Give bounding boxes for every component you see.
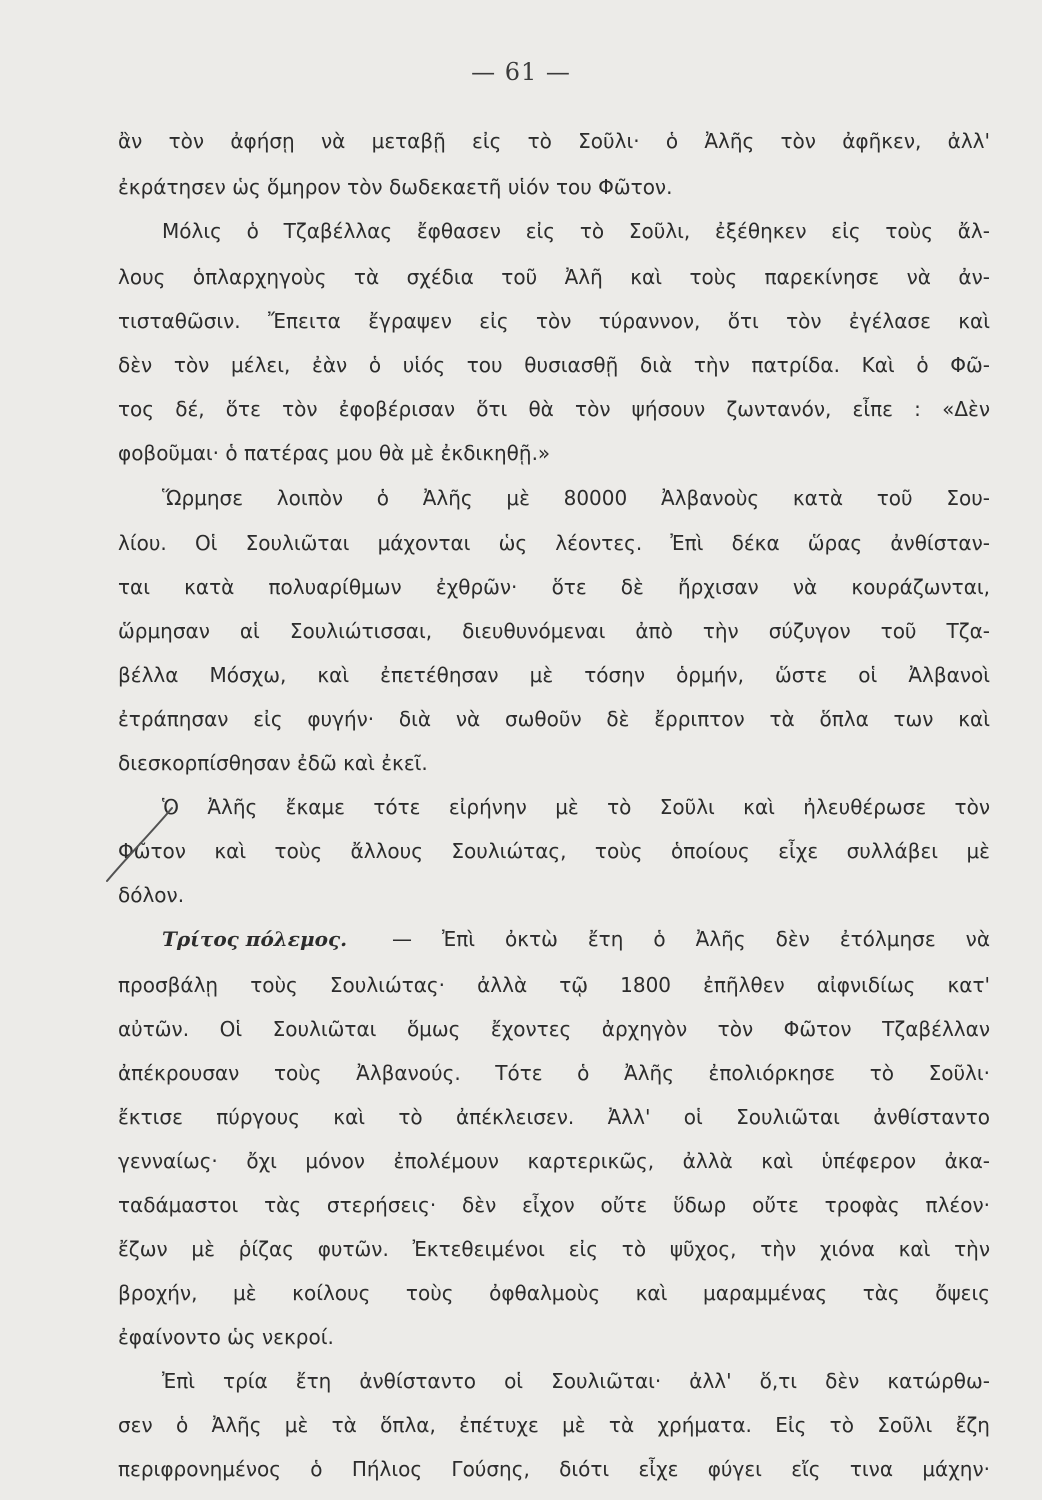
text-line-18: δόλον. <box>118 883 185 907</box>
text-line-12: ὥρμησαν αἱ Σουλιώτισσαι, διευθυνόμεναι ἀπὸ τὴν σύζυγον τοῦ Τζα- <box>118 619 990 643</box>
text-line-26: ἔζων μὲ ῥίζας φυτῶν. Ἐκτεθειμένοι εἰς τὸ ψῦχος, τὴν χιόνα καὶ τὴν <box>118 1237 990 1261</box>
text-line-8: φοβοῦμαι· ὁ πατέρας μου θὰ μὲ ἐκδικηθῇ.» <box>118 441 551 465</box>
page-number: — 61 — <box>471 58 571 86</box>
text-line-31: περιφρονημένος ὁ Πήλιος Γούσης, διότι εἶχε φύγει εἴς τινα μάχην· <box>118 1457 990 1481</box>
section-heading-line <box>162 922 990 956</box>
text-line-15: διεσκορπίσθησαν ἐδῶ καὶ ἐκεῖ. <box>118 751 428 775</box>
text-line-17: Φῶτον καὶ τοὺς ἄλλους Σουλιώτας, τοὺς ὁποίους εἶχε συλλάβει μὲ <box>118 839 990 863</box>
text-line-24: γενναίως· ὄχι μόνον ἐπολέμουν καρτερικῶς, ἀλλὰ καὶ ὑπέφερον ἀκα- <box>118 1149 990 1173</box>
text-line-9: Ὥρμησε λοιπὸν ὁ Ἀλῆς μὲ 80000 Ἀλβανοὺς κατὰ τοῦ Σου- <box>162 486 990 510</box>
text-line-7: τος δέ, ὅτε τὸν ἐφοβέρισαν ὅτι θὰ τὸν ψήσουν ζωντανόν, εἶπε : «Δὲν <box>118 397 990 421</box>
text-line-23: ἔκτισε πύργους καὶ τὸ ἀπέκλεισεν. Ἀλλ' οἱ Σουλιῶται ἀνθίσταντο <box>118 1105 990 1129</box>
text-line-19: — Ἐπὶ ὀκτὼ ἔτη ὁ Ἀλῆς δὲν ἐτόλμησε νὰ <box>392 927 990 951</box>
text-line-6: δὲν τὸν μέλει, ἐὰν ὁ υἱός του θυσιασθῇ διὰ τὴν πατρίδα. Καὶ ὁ Φῶ- <box>118 353 990 377</box>
section-heading: Τρίτος πόλεμος. <box>162 927 348 951</box>
text-line-10: λίου. Οἱ Σουλιῶται μάχονται ὡς λέοντες. Ἐπὶ δέκα ὥρας ἀνθίσταν- <box>118 531 990 555</box>
text-line-30: σεν ὁ Ἀλῆς μὲ τὰ ὅπλα, ἐπέτυχε μὲ τὰ χρήματα. Εἰς τὸ Σοῦλι ἔζη <box>118 1413 990 1437</box>
text-line-3: Μόλις ὁ Τζαβέλλας ἔφθασεν εἰς τὸ Σοῦλι, ἐξέθηκεν εἰς τοὺς ἄλ- <box>162 219 990 243</box>
text-line-20: προσβάλῃ τοὺς Σουλιώτας· ἀλλὰ τῷ 1800 ἐπῆλθεν αἰφνιδίως κατ' <box>118 973 990 997</box>
text-line-2: ἐκράτησεν ὡς ὅμηρον τὸν δωδεκαετῆ υἱόν του Φῶτον. <box>118 175 673 199</box>
text-line-27: βροχήν, μὲ κοίλους τοὺς ὀφθαλμοὺς καὶ μαραμμένας τὰς ὄψεις <box>118 1281 990 1305</box>
text-line-4: λους ὁπλαρχηγοὺς τὰ σχέδια τοῦ Ἀλῆ καὶ τοὺς παρεκίνησε νὰ ἀν- <box>118 265 990 289</box>
text-line-16: Ὁ Ἀλῆς ἔκαμε τότε εἰρήνην μὲ τὸ Σοῦλι καὶ ἠλευθέρωσε τὸν <box>162 795 990 819</box>
text-line-21: αὐτῶν. Οἱ Σουλιῶται ὅμως ἔχοντες ἀρχηγὸν τὸν Φῶτον Τζαβέλλαν <box>118 1017 990 1041</box>
text-line-1: ἂν τὸν ἀφήσῃ νὰ μεταβῇ εἰς τὸ Σοῦλι· ὁ Ἀλῆς τὸν ἀφῆκεν, ἀλλ' <box>118 129 990 153</box>
text-line-22: ἀπέκρουσαν τοὺς Ἀλβανούς. Τότε ὁ Ἀλῆς ἐπολιόρκησε τὸ Σοῦλι· <box>118 1061 990 1085</box>
text-line-13: βέλλα Μόσχω, καὶ ἐπετέθησαν μὲ τόσην ὁρμήν, ὥστε οἱ Ἀλβανοὶ <box>118 663 990 687</box>
text-line-14: ἐτράπησαν εἰς φυγήν· διὰ νὰ σωθοῦν δὲ ἔρριπτον τὰ ὅπλα των καὶ <box>118 707 990 731</box>
text-line-5: τισταθῶσιν. Ἔπειτα ἔγραψεν εἰς τὸν τύραννον, ὅτι τὸν ἐγέλασε καὶ <box>118 309 990 333</box>
text-line-28: ἐφαίνοντο ὡς νεκροί. <box>118 1325 334 1349</box>
text-line-29: Ἐπὶ τρία ἔτη ἀνθίσταντο οἱ Σουλιῶται· ἀλλ' ὅ,τι δὲν κατώρθω- <box>162 1369 990 1393</box>
text-line-25: ταδάμαστοι τὰς στερήσεις· δὲν εἶχον οὔτε ὕδωρ οὔτε τροφὰς πλέον· <box>118 1193 990 1217</box>
text-line-11: ται κατὰ πολυαρίθμων ἐχθρῶν· ὅτε δὲ ἤρχισαν νὰ κουράζωνται, <box>118 575 990 599</box>
